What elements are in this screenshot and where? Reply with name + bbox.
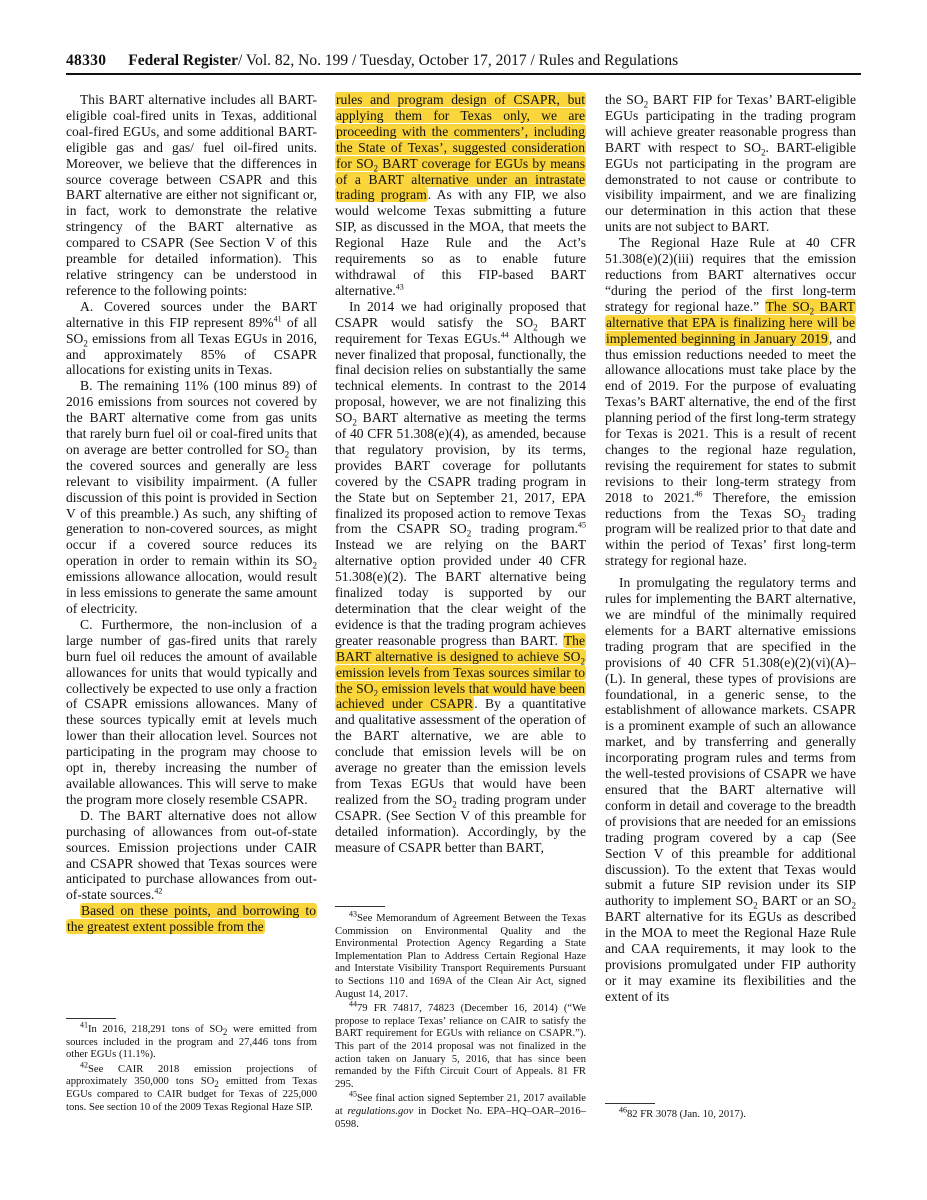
header-rule	[66, 73, 861, 75]
paragraph: C. Furthermore, the non-inclusion of a large number of gas-fired units that rarely burn fuel oil reduces the amount of available allowances for units that would typically and collectively be expected to use only a fraction of CSAPR emissions allowances. Many of these sources typically emit at levels much lower than their allocation level. Sources not participating in the program may choose to opt in, thereby increasing the number of available allowances. This will serve to make the program more closely resemble CSAPR.	[66, 616, 317, 807]
page-number: 48330	[66, 52, 107, 69]
page-header	[66, 52, 860, 74]
footnote-44: $^{44}$79 FR 74817, 74823 (December 16, 2014) (“We propose to replace Texas’ reliance on CAIR to satisfy the BART requirement for EGUs with reliance on CSAPR.”). This part of the 2014 proposal was not finalized in the action taken on January 5, 2016, that has since been remanded by the Fifth Circuit Court of Appeals. 81 FR 295.	[335, 999, 586, 1090]
highlighted-text[interactable]: Based on these points, and borrowing to the greatest extent possible from the	[67, 903, 316, 935]
footnote-ref: 43	[395, 282, 404, 292]
paragraph: In 2014 we had originally proposed that CSAPR would satisfy the $SO_2$ BART requirement for Texas EGUs.$^{44}$ Although we never finalized that proposal, functionally, the final decision relies on substantially the same technical elements. In contrast to the 2014 proposal, however, we are not finalizing this $SO_2$ BART alternative as meeting the terms of 40 CFR 51.308(e)(4), as amended, because that regulatory provision, by its terms, provides BART coverage for pollutants covered by the CSAPR trading program in the State but on September 21, 2017, EPA finalized its proposed action to remove Texas from the CSAPR $SO_2$ trading program.$^{45}$ Instead we are relying on the BART alternative option provided under 40 CFR 51.308(e)(2). The BART alternative being finalized today is supported by our determination that the clear weight of the evidence is that the trading program achieves greater reasonable progress than BART. The BART alternative is designed to achieve $SO_2$ emission levels from Texas sources similar to the $SO_2$ emission levels that would have been achieved under CSAPR. By a quantitative and qualitative assessment of the operation of the BART alternative, we are able to conclude that emission levels will be on average no greater than the emission levels from Texas EGUs that would have been realized from the $SO_2$ trading program under CSAPR. (See Section V of this preamble for detailed information). Accordingly, by the measure of CSAPR better than BART,	[335, 298, 586, 855]
paragraph	[66, 903, 317, 935]
issue-info: / Vol. 82, No. 199 / Tuesday, October 17, 2017 / Rules and Regulations	[238, 52, 679, 69]
footnotes-column-3	[605, 1105, 856, 1124]
paragraph: rules and program design of CSAPR, but applying them for Texas only, we are proceeding with the commenters’, including the State of Texas’, suggested consideration for $SO_2$ BART coverage for EGUs by means of a BART alternative under an intrastate trading program. As with any FIP, we also would welcome Texas submitting a future SIP, as discussed in the MOA, that meets the Regional Haze Rule and the Act’s requirements so as to enable future withdrawal of this FIP-based BART alternative.$^{43}$	[335, 92, 586, 298]
paragraph: In promulgating the regulatory terms and rules for implementing the BART alternative, we are mindful of the minimally required elements for a BART alternative emissions trading program that are specified in the provisions of 40 CFR 51.308(e)(2)(vi)(A)–(L). In general, these types of provisions are foundational, in a generic sense, to the establishment of allowance markets. CSAPR is a prominent example of such an allowance market, and by transferring and generally incorporating program rules and terms from the well-tested provisions of CSAPR we have ensured that the BART alternative will conform in detail and coverage to the breadth of provisions that are needed for an emissions trading program covered by a cap (See Section V of this preamble for additional discussion). To the extent that Texas would submit a future SIP revision under its SIP authority to implement $SO_2$ BART or an $SO_2$ BART alternative for its EGUs as described in the MOA to meet the Regional Haze Rule and CAA requirements, it may look to the provisions promulgated under FIP authority or it may examine its flexibilities and the extent of its	[605, 575, 856, 1004]
footnotes-column-1	[66, 1020, 318, 1116]
publication-title: Federal Register	[128, 52, 238, 69]
paragraph: B. The remaining 11% (100 minus 89) of 2016 emissions from sources not covered by the BART alternative come from gas units that rarely burn fuel oil or coal-fired units that on average are better controlled for $SO_2$ than the covered sources and generally are less relevant to visibility impairment. (A fuller discussion of this point is provided in Section V of this preamble.) As such, any shifting of generation to non-covered sources, as might occur if a covered source reduces its operation in order to remain within its $SO_2$ emissions allowance allocation, would result in less emissions to generate the same amount of electricity.	[66, 378, 317, 616]
footnote-ref: 44	[500, 330, 509, 340]
footnote-ref: 41	[273, 314, 282, 324]
paragraph: This BART alternative includes all BART-eligible coal-fired units in Texas, additional coal-fired EGUs, and some additional BART-eligible gas and gas/ fuel oil-fired units. Moreover, we believe that the differences in source coverage between CSAPR and this BART alternative are either not significant or, in fact, work to demonstrate the relative stringency of the BART alternative as compared to CSAPR (See Section V of this preamble for detailed information). This relative stringency can be understood in reference to the following points:	[66, 92, 317, 298]
footnote-ref: 46	[694, 489, 703, 499]
paragraph: A. Covered sources under the BART alternative in this FIP represent 89%$^{41}$ of all $SO_2$ emissions from all Texas EGUs in 2016, and approximately 85% of CSAPR allocations for existing units in Texas.	[66, 298, 317, 378]
footnote-41: $^{41}$In 2016, 218,291 tons of $SO_2$ were emitted from sources included in the program and 27,446 tons from other EGUs (11.1%).	[66, 1020, 317, 1061]
paragraph: D. The BART alternative does not allow purchasing of allowances from out-of-state sources. Emission projections under CAIR and CSAPR showed that Texas sources were anticipated to purchase allowances from out-of-state sources.$^{42}$	[66, 807, 317, 903]
footnote-rule	[66, 1018, 116, 1019]
footnote-ref: 45	[578, 520, 586, 530]
column-3	[605, 92, 856, 1104]
footnote-43: $^{43}$See Memorandum of Agreement Between the Texas Commission on Environmental Quality and the Environmental Protection Agency Regarding a State Implementation Plan to Address Certain Regional Haze and Interstate Visibility Transport Requirements Pursuant to Sections 110 and 169A of the Clean Air Act, signed August 14, 2017.	[335, 909, 586, 1000]
footnotes-column-2	[335, 909, 586, 1133]
footnote-ref: 42	[154, 886, 163, 896]
highlighted-text[interactable]: The BART alternative is designed to achieve $SO_2$ emission levels from Texas sources similar to the $SO_2$ emission levels that would have been achieved under CSAPR	[336, 632, 585, 712]
column-2	[335, 92, 586, 897]
column-1	[66, 92, 317, 1132]
footnote-46: $^{46}$82 FR 3078 (Jan. 10, 2017).	[619, 1105, 746, 1120]
highlighted-text[interactable]: rules and program design of CSAPR, but applying them for Texas only, we are proceeding with the commenters’, including the State of Texas’, suggested consideration for $SO_2$ BART coverage for EGUs by means of a BART alternative under an intrastate trading program	[336, 92, 585, 203]
footnote-rule	[605, 1103, 655, 1104]
highlighted-text[interactable]: The $SO_2$ BART alternative that EPA is finalizing here will be implemented beginning in January 2019	[606, 298, 855, 346]
paragraph: the $SO_2$ BART FIP for Texas’ BART-eligible EGUs participating in the trading program will achieve greater reasonable progress than BART with respect to $SO_2$. BART-eligible EGUs not participating in the program are demonstrated to not cause or contribute to visibility impairment, and we are finalizing our determination in this action that these units are not subject to BART.	[605, 92, 856, 235]
footnote-42: $^{42}$See CAIR 2018 emission projections of approximately 350,000 tons $SO_2$ emitted from Texas EGUs compared to CAIR budget for Texas of 225,000 tons. See section 10 of the 2009 Texas Regional Haze SIP.	[66, 1060, 318, 1113]
footnote-rule	[335, 906, 385, 907]
paragraph: The Regional Haze Rule at 40 CFR 51.308(e)(2)(iii) requires that the emission reductions from BART alternatives occur “during the period of the first long-term strategy for regional haze.” The $SO_2$ BART alternative that EPA is finalizing here will be implemented beginning in January 2019, and thus emission reductions needed to meet the allowance allocations must take place by the end of 2019. For the purpose of evaluating Texas’s BART alternative, the end of the first planning period of the first long-term strategy for Texas is 2021. This is a result of recent changes to the regional haze regulation, revising the requirement for states to submit revisions to their long-term strategy from 2018 to 2021.46 Therefore, the emission reductions from the Texas $SO_2$ trading program will be realized prior to that date and within the period of Texas’ first long-term strategy for regional haze.	[605, 235, 856, 569]
footnote-45: $^{45}$See final action signed September 21, 2017 available at regulations.gov in Docket No. EPA–HQ–OAR–2016–0598.	[335, 1089, 586, 1130]
